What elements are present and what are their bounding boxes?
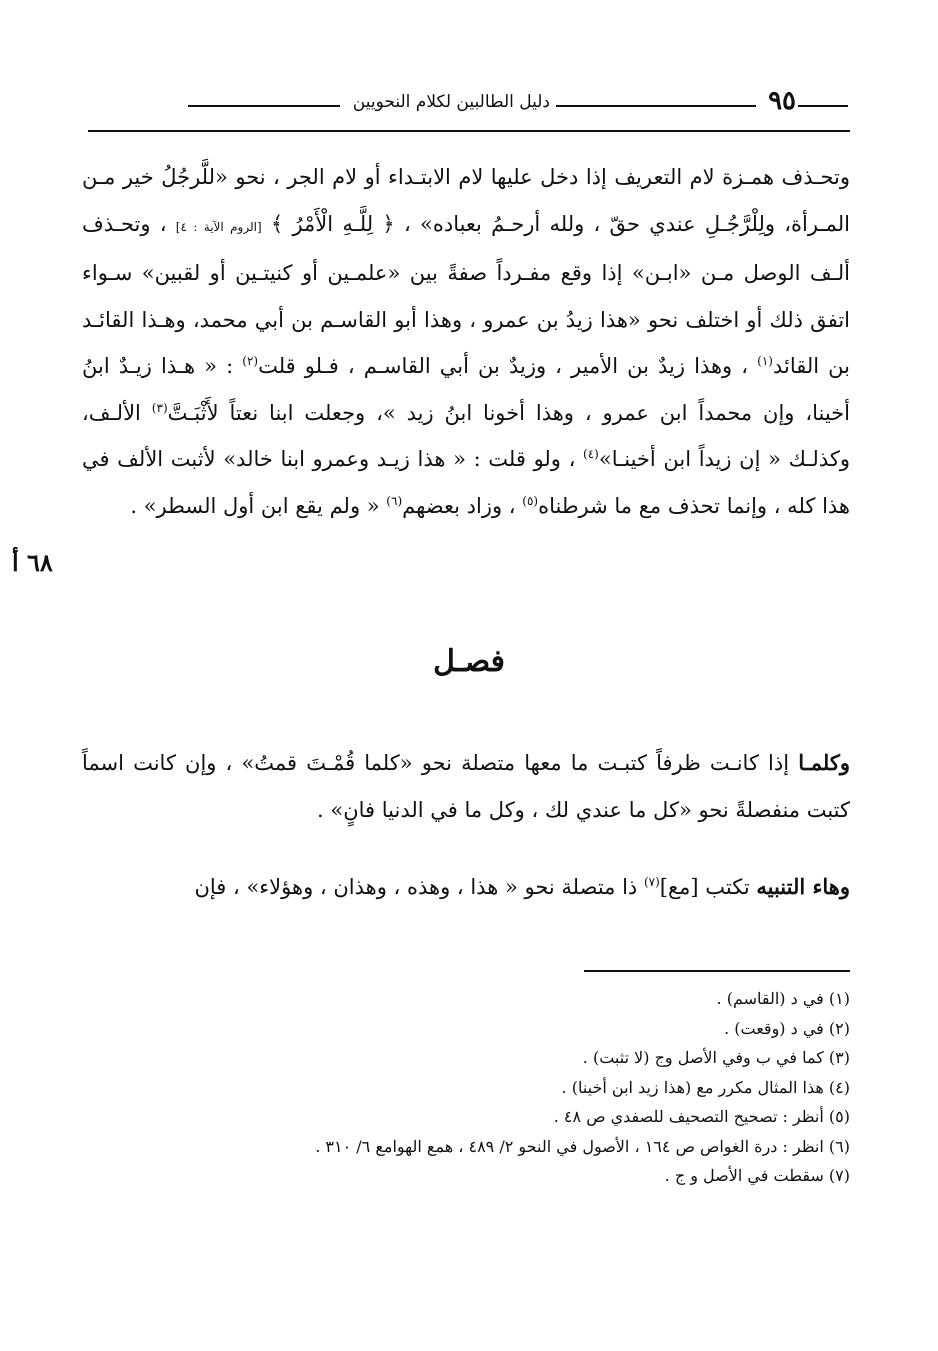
header-dash [188,105,340,107]
quran-reference: [الروم الآية : ٤] [175,219,262,234]
margin-folio-note: ٦٨ أ [12,548,53,577]
page-number: ٩٥ [768,86,796,116]
header-dash [556,105,756,107]
text-run: تكتب [مع] [659,875,750,899]
footnote: (٦) انظر : درة الغواص ص ١٦٤ ، الأصول في النحو ٢/ ٤٨٩ ، همع الهوامع ٦/ ٣١٠ . [315,1136,850,1156]
footnote: (٢) في د (وقعت) . [724,1018,850,1038]
text-run: ذا متصلة نحو « هذا ، وهذه ، وهذان ، وهؤلاء» ، فإن [194,875,638,899]
footnote: (١) في د (القاسم) . [716,989,850,1008]
text-run: : « هـذا زيـدٌ ابنُ أخينا، وإن محمداً ابن عمرو ، وهذا أخونا ابنُ زيد »، وجعلت ابنا نعتاً لأَثْبَـتَّ [82,354,850,425]
footnote-marker: (٦) [386,493,403,508]
text-run: ، وهذا زيدٌ بن الأمير ، وزيدٌ بن أبي القاسـم ، فـلو قلت [258,354,749,378]
header-dash [798,105,848,107]
footnote-marker: (٤) [583,447,599,461]
footnote: (٣) كما في ب وفي الأصل وج (لا تثبت) . [582,1048,850,1067]
footnote: (٧) سقطت في الأصل و ج . [664,1166,850,1185]
text-run: ، وتحـذف ألـف الوصل مـن «ابـن» إذا وقع مفـرداً صفةً بين «علمـين أو كنيتـين أو لقبين» سـواء اتفق ذلك أو اختلف نحو «هذا زيدُ بن عمرو ، وهذا أبو القاسـم بن أبي محمد، وهـذا القائـد بن القائد [82,211,851,378]
footnote-marker: (٧) [643,875,660,889]
footnotes-list [150,984,850,1191]
text-run: « ولم يقع ابن أول السطر» . [130,493,380,518]
footnote: (٥) أنظر : تصحيح التصحيف للصفدي ص ٤٨ . [553,1107,850,1126]
footnote-rule [584,970,850,972]
page-header [88,86,848,126]
text-run: إذا كانـت ظرفاً كتبـت ما معها متصلة نحو «كلما قُمْـتَ قمتُ» ، وإن كانت اسماً كتبت منفصلةً نحو «كل ما عندي لك ، وكل ما في الدنيا فانٍ» . [82,751,850,822]
section-title: فصـل [433,644,505,679]
text-run: ، وزاد بعضهم [402,493,516,518]
header-rule [88,130,850,132]
text-run: ، ولو قلت : « هذا زيـد وعمرو ابنا خالد» لأثبت الألف في هذا كله ، وإنما تحذف مع ما شرطناه [82,447,850,518]
footnote-marker: (٢) [242,354,259,368]
paragraph-ha-tanbih [82,864,850,911]
footnote-marker: (٣) [151,400,168,415]
lead-word: وكلمـا [798,750,850,775]
footnote-marker: (١) [757,354,773,368]
footnote-marker: (٥) [522,493,539,508]
footnote: (٤) هذا المثال مكرر مع (هذا زيد ابن أخينا) . [561,1077,850,1097]
lead-word: وهاء التنبيه [756,874,850,899]
text-run: الألـف، وكذلـك « إن زيداً ابن أخينـا» [82,400,850,471]
paragraph-kulama [82,740,850,833]
text-run: وتحـذف همـزة لام التعريف إذا دخل عليها لام الابتـداء أو لام الجر ، نحو «للَّرجُلُ خير مـن المـرأة، ولِلْرَّجُـلِ عندي حقّ ، ولله أرحـمُ بعباده» ، ﴿ لِلَّـهِ الْأَمْرُ ﴾ [82,165,850,236]
paragraph-hamza-alif [82,154,850,529]
running-title: دليل الطالبين لكلام النحويين [352,92,550,112]
